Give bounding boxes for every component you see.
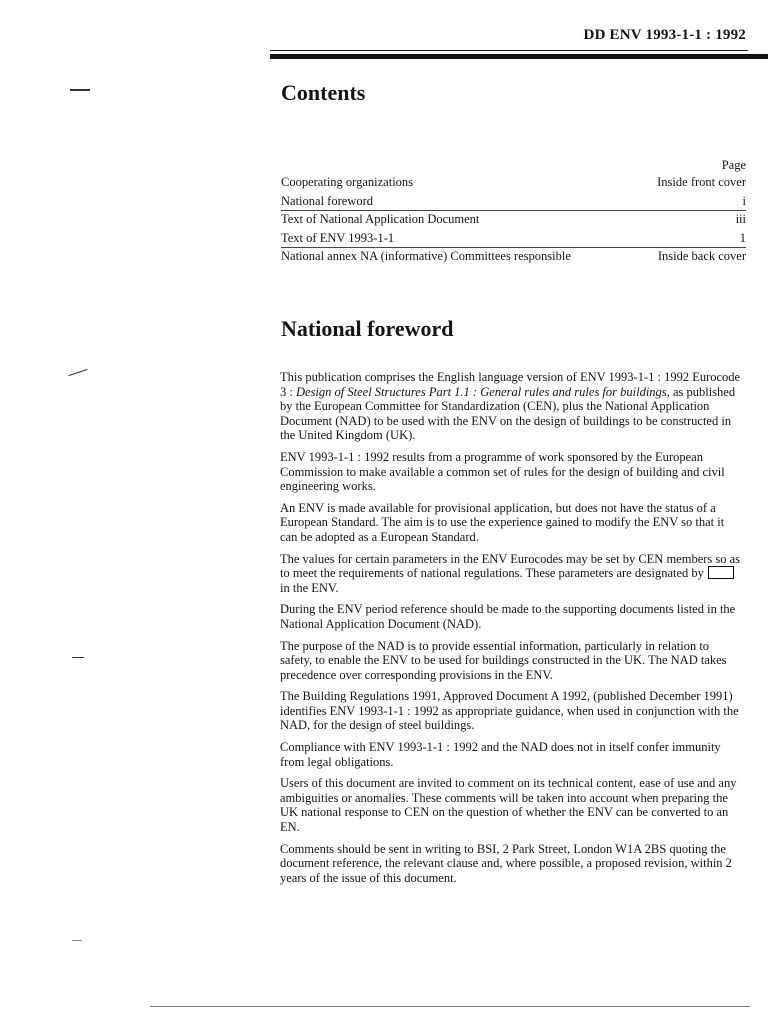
- margin-mark: [68, 369, 87, 376]
- toc-entry-title: National foreword: [281, 193, 373, 208]
- toc-row: [281, 193, 746, 212]
- footer-rule: [150, 1006, 750, 1007]
- boxed-parameter-symbol-icon: [708, 566, 734, 579]
- standard-title-italic: Design of Steel Structures Part 1.1 : General rules and rules for buildings: [295, 384, 667, 399]
- page-column-heading: Page: [721, 158, 746, 172]
- toc-row: [281, 248, 746, 267]
- toc-entry-title: Text of National Application Document: [281, 212, 480, 226]
- foreword-paragraph: Users of this document are invited to comment on its technical content, ease of use and any ambiguities or anomalies. These comments will be taken into account when preparing the UK national response to CEN on the question of whether the ENV can be converted to an EN.: [280, 776, 737, 835]
- foreword-paragraph: The purpose of the NAD is to provide essential information, particularly in relation to safety, to enable the ENV to be used for buildings constructed in the UK. The NAD takes precedence over corresponding provisions in the ENV.: [280, 638, 727, 682]
- foreword-paragraph: Compliance with ENV 1993-1-1 : 1992 and the NAD does not in itself confer immunity from legal obligations.: [280, 740, 721, 769]
- margin-mark: [72, 657, 84, 658]
- toc-row: [281, 211, 746, 230]
- margin-mark: [70, 89, 90, 91]
- foreword-title: National foreword: [281, 316, 454, 341]
- toc-entry-page: i: [742, 193, 746, 208]
- paragraph-text: This publication comprises the English language version of ENV 1993-1-1 : 1992 Eurocode 3 :: [280, 370, 741, 399]
- contents-table: [281, 156, 746, 267]
- toc-entry-page: Inside back cover: [657, 249, 746, 263]
- toc-entry-page: Inside front cover: [657, 175, 746, 189]
- foreword-paragraph: An ENV is made available for provisional application, but does not have the status of a European Standard. The aim is to use the experience gained to modify the ENV so that it can be adopted as a European Standard.: [280, 500, 725, 544]
- document-code: DD ENV 1993-1-1 : 1992: [583, 27, 746, 43]
- foreword-paragraph: [280, 552, 742, 596]
- header-rule-thick: [270, 54, 768, 59]
- paragraph-text: in the ENV.: [280, 580, 339, 595]
- foreword-paragraph: During the ENV period reference should be made to the supporting documents listed in the National Application Document (NAD).: [280, 602, 736, 631]
- toc-entry-page: 1: [739, 230, 746, 245]
- toc-row: [281, 174, 746, 193]
- foreword-paragraph: Comments should be sent in writing to BSI, 2 Park Street, London W1A 2BS quoting the document reference, the relevant clause and, where possible, a proposed revision, within 2 years of the issue of this document.: [280, 841, 732, 885]
- foreword-body: [280, 370, 742, 892]
- header-rule-thin: [270, 50, 748, 51]
- toc-entry-title: National annex NA (informative) Committees responsible: [281, 249, 571, 263]
- toc-entry-title: Cooperating organizations: [281, 175, 414, 189]
- contents-title: Contents: [281, 80, 366, 105]
- foreword-paragraph: The Building Regulations 1991, Approved Document A 1992, (published December 1991) identifies ENV 1993-1-1 : 1992 as appropriate guidance, when used in conjunction with the NAD, for the design of steel buildings.: [280, 689, 739, 733]
- paragraph-text: The values for certain parameters in the ENV Eurocodes may be set by CEN members so as to meet the requirements of national regulations. These parameters are designated by: [280, 551, 741, 581]
- foreword-paragraph: ENV 1993-1-1 : 1992 results from a programme of work sponsored by the European Commission to make available a common set of rules for the design of building and civil engineering works.: [280, 449, 725, 494]
- margin-mark: [72, 940, 82, 941]
- toc-row: [281, 230, 746, 249]
- paragraph-text: , as published by the European Committee for Standardization (CEN), plus the National Application Document (NAD) to be used with the ENV on the design of buildings to be constructed in the United Kingdom (UK).: [280, 384, 736, 443]
- toc-entry-title: Text of ENV 1993-1-1: [281, 230, 395, 245]
- toc-entry-page: iii: [735, 212, 746, 226]
- foreword-paragraph: [280, 370, 742, 443]
